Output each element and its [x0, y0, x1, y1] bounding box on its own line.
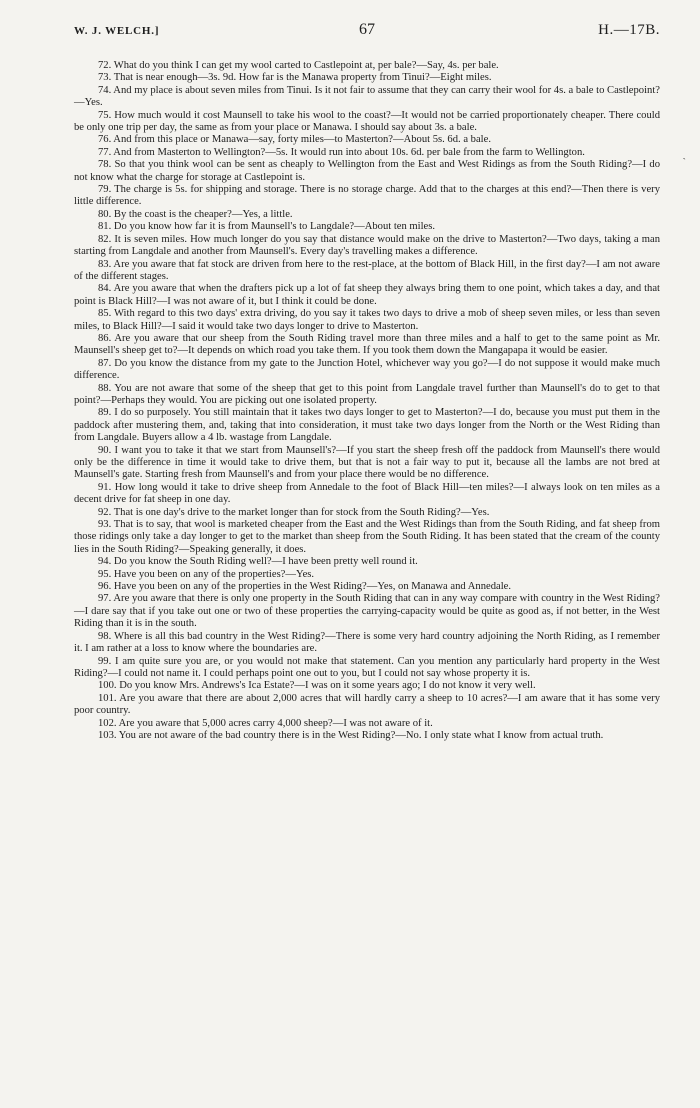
qa-81: 81. Do you know how far it is from Maunsell's to Langdale?—About ten miles. [98, 221, 436, 233]
qa-98: 98. Where is all this bad country in the West Riding?—There is some very hard country adjoining the North Riding, as I remember it. I am rather at a loss to know where the boundaries are. [74, 630, 660, 655]
qa-78: 78. So that you think wool can be sent as cheaply to Wellington from the East and West Ridings as from the South Riding?—I do not know what the charge for storage at Castlepoint is. [74, 159, 660, 183]
paper-reference: H.—17B. [598, 22, 660, 38]
margin-mark: ˏ [682, 148, 686, 160]
qa-86: 86. Are you aware that our sheep from the South Riding travel more than three miles and a half to get to the same point as Mr. Maunsell's sheep get to?—It depends on which road you take them. If you took them down the Mangapapa it would be easier. [74, 332, 660, 357]
qa-80: 80. By the coast is the cheaper?—Yes, a little. [98, 208, 293, 220]
qa-90: 90. I want you to take it that we start from Maunsell's?—If you start the sheep fresh off the paddock from Maunsell's there would only be the difference in time it would take to drive them, but that is not a fair way to put it, because all the lambs are not bred at Maunsell's gate. Starting fresh from Maunsell's and from your place there would be no difference. [74, 444, 660, 481]
evidence-body [74, 60, 660, 742]
qa-72: 72. What do you think I can get my wool carted to Castlepoint at, per bale?—Say, 4s. per bale. [98, 60, 499, 71]
qa-96: 96. Have you been on any of the properties in the West Riding?—Yes, on Manawa and Annedale. [98, 581, 511, 593]
page-number: 67 [359, 21, 375, 38]
qa-77: 77. And from Masterton to Wellington?—5s. It would run into about 10s. 6d. per bale from the farm to Wellington. [98, 146, 585, 158]
qa-102: 102. Are you aware that 5,000 acres carry 4,000 sheep?—I was not aware of it. [98, 717, 433, 729]
qa-100: 100. Do you know Mrs. Andrews's Ica Estate?—I was on it some years ago; I do not know it very well. [98, 680, 536, 692]
qa-97: 97. Are you aware that there is only one property in the South Riding that can in any way compare with country in the West Riding?—I dare say that if you take out one or two of these properties the carrying-capacity would be quite as good as, if not better, in the West Riding than it is in the south. [74, 593, 660, 630]
qa-95: 95. Have you been on any of the properties?—Yes. [98, 568, 315, 580]
qa-101: 101. Are you aware that there are about 2,000 acres that will hardly carry a sheep to 10 acres?—I am aware that it has some very poor country. [74, 692, 660, 717]
qa-74: 74. And my place is about seven miles from Tinui. Is it not fair to assume that they can carry their wool for 4s. a bale to Castlepoint?—Yes. [74, 84, 660, 109]
qa-82: 82. It is seven miles. How much longer do you say that distance would make on the drive to Masterton?—Two days, taking a man starting from Langdale and another from Maunsell's. Every day's travelling makes a difference. [74, 233, 660, 258]
qa-84: 84. Are you aware that when the drafters pick up a lot of fat sheep they always bring them to one point, which takes a day, and that point is Black Hill?—I was not aware of it, but I think it could be done. [74, 283, 660, 307]
page-header [74, 22, 660, 44]
qa-89: 89. I do so purposely. You still maintain that it takes two days longer to get to Masterton?—I do, because you must put them in the paddock after mustering them, and, taking that into consideration, it must take two days longer from the North or the West Riding than from Langdale. Buyers allow a 4 lb. wastage from Langdale. [74, 407, 660, 444]
qa-73: 73. That is near enough—3s. 9d. How far is the Manawa property from Tinui?—Eight miles. [98, 72, 492, 84]
qa-92: 92. That is one day's drive to the market longer than for stock from the South Riding?—Yes. [98, 506, 490, 518]
qa-88: 88. You are not aware that some of the sheep that get to this point from Langdale travel further than Maunsell's do to get to that point?—Perhaps they would. You are picking out one isolated property. [74, 382, 660, 406]
qa-94: 94. Do you know the South Riding well?—I have been pretty well round it. [98, 556, 418, 568]
qa-85: 85. With regard to this two days' extra driving, do you say it takes two days to drive a mob of sheep seven miles, or less than seven miles, to Black Hill?—I said it would take two days longer to drive to Masterton. [74, 308, 660, 332]
qa-76: 76. And from this place or Manawa—say, forty miles—to Masterton?—About 5s. 6d. a bale. [98, 134, 491, 146]
qa-99: 99. I am quite sure you are, or you would not make that statement. Can you mention any particularly hard property in the West Riding?—I could not name it. I could perhaps point one out to you, but I could not say whose property it is. [74, 655, 660, 679]
witness-name: W. J. WELCH.] [74, 25, 160, 37]
qa-87: 87. Do you know the distance from my gate to the Junction Hotel, whichever way you go?—I do not suppose it would make much difference. [74, 357, 660, 382]
qa-75: 75. How much would it cost Maunsell to take his wool to the coast?—It would not be carried proportionately cheaper. There could be only one trip per day, the same as from your place or Manawa. I should say about 3s. a bale. [74, 109, 660, 134]
qa-103: 103. You are not aware of the bad country there is in the West Riding?—No. I only state what I know from actual truth. [98, 729, 604, 741]
qa-93: 93. That is to say, that wool is marketed cheaper from the East and the West Ridings than from the South Riding, and fat sheep from those ridings only take a day longer to get to the market than sheep from the South Riding. It has been stated that the cream of the county lies in the South Riding?—Speaking generally, it does. [74, 519, 660, 555]
qa-83: 83. Are you aware that fat stock are driven from here to the rest-place, at the bottom of Black Hill, in the first day?—I am not aware of the different stages. [74, 258, 660, 282]
qa-79: 79. The charge is 5s. for shipping and storage. There is no storage charge. Add that to the charges at this end?—Then there is very little difference. [74, 184, 660, 208]
qa-91: 91. How long would it take to drive sheep from Annedale to the foot of Black Hill—ten miles?—I always look on ten miles as a decent drive for fat sheep in one day. [74, 481, 660, 506]
